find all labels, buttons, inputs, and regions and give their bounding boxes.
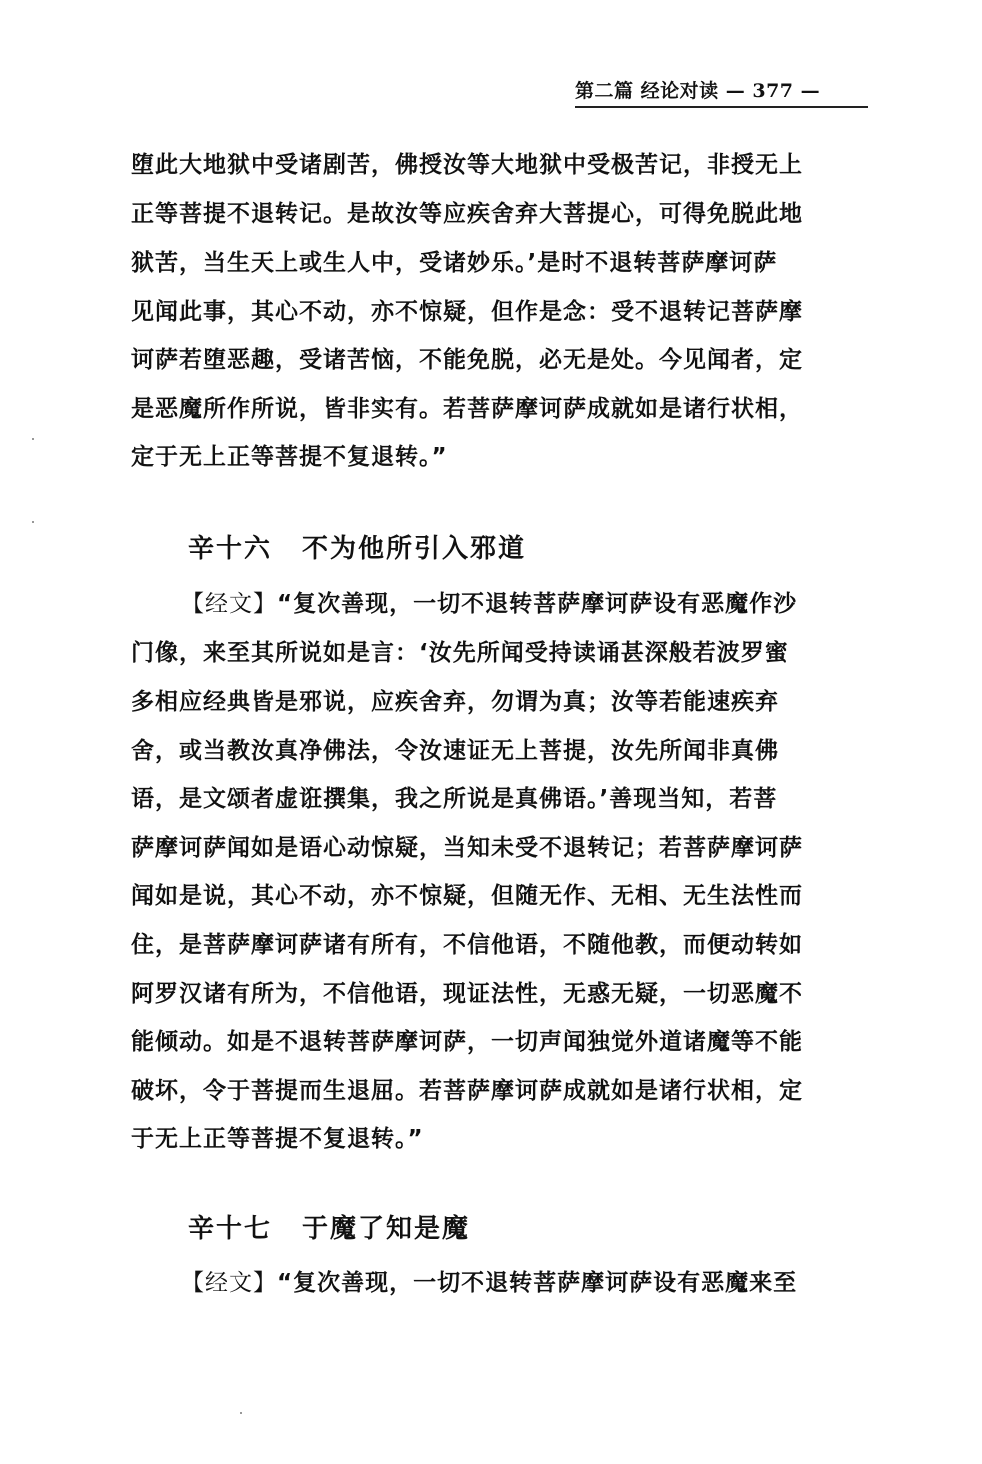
text-line: 能倾动。如是不退转菩萨摩诃萨，一切声闻独觉外道诸魔等不能: [131, 1029, 803, 1055]
sutra-tag: 【经文】: [181, 1270, 277, 1296]
text-line: [181, 1264, 797, 1297]
sutra-tag: 【经文】: [181, 591, 277, 617]
header-rule: [575, 106, 868, 108]
text-line: 语，是文颂者虚诳撰集，我之所说是真佛语。’善现当知，若菩: [131, 786, 778, 812]
text-line: 于无上正等菩提不复退转。”: [131, 1126, 424, 1152]
section-number: 辛十六: [188, 534, 273, 564]
text-span: “复次善现，一切不退转菩萨摩诃萨设有恶魔来至: [277, 1270, 798, 1296]
text-line: 是恶魔所作所说，皆非实有。若菩萨摩诃萨成就如是诸行状相，: [131, 396, 803, 422]
text-line: 舍，或当教汝真净佛法，令汝速证无上菩提，汝先所闻非真佛: [131, 738, 779, 764]
text-line: 正等菩提不退转记。是故汝等应疾舍弃大菩提心，可得免脱此地: [131, 201, 803, 227]
text-line: 萨摩诃萨闻如是语心动惊疑，当知未受不退转记；若菩萨摩诃萨: [131, 835, 803, 861]
text-line: 闻如是说，其心不动，亦不惊疑，但随无作、无相、无生法性而: [131, 883, 803, 909]
text-line: 定于无上正等菩提不复退转。”: [131, 444, 448, 470]
text-line: 狱苦，当生天上或生人中，受诸妙乐。’是时不退转菩萨摩诃萨: [131, 250, 778, 276]
scan-speck: [32, 521, 34, 523]
text-line: 堕此大地狱中受诸剧苦，佛授汝等大地狱中受极苦记，非授无上: [131, 152, 803, 178]
scan-speck: [32, 438, 34, 440]
text-span: “复次善现，一切不退转菩萨摩诃萨设有恶魔作沙: [277, 591, 798, 617]
text-line: 多相应经典皆是邪说，应疾舍弃，勿谓为真；汝等若能速疾弃: [131, 689, 779, 715]
text-line: 门像，来至其所说如是言：‘汝先所闻受持读诵甚深般若波罗蜜: [131, 640, 789, 666]
section-heading-16: [188, 528, 526, 565]
text-line: [181, 585, 797, 618]
scan-speck: [240, 1412, 242, 1414]
text-line: 见闻此事，其心不动，亦不惊疑，但作是念：受不退转记菩萨摩: [131, 299, 803, 325]
section-heading-17: [188, 1208, 470, 1245]
text-line: 破坏，令于菩提而生退屈。若菩萨摩诃萨成就如是诸行状相，定: [131, 1078, 803, 1104]
section-number: 辛十七: [188, 1214, 273, 1244]
running-head: 第二篇 经论对读 — 377 —: [575, 80, 821, 102]
section-title: 不为他所引入邪道: [302, 534, 527, 564]
section-title: 于魔了知是魔: [302, 1214, 471, 1244]
text-line: 住，是菩萨摩诃萨诸有所有，不信他语，不随他教，而便动转如: [131, 932, 803, 958]
text-line: 诃萨若堕恶趣，受诸苦恼，不能免脱，必无是处。今见闻者，定: [131, 347, 803, 373]
text-line: 阿罗汉诸有所为，不信他语，现证法性，无惑无疑，一切恶魔不: [131, 981, 803, 1007]
